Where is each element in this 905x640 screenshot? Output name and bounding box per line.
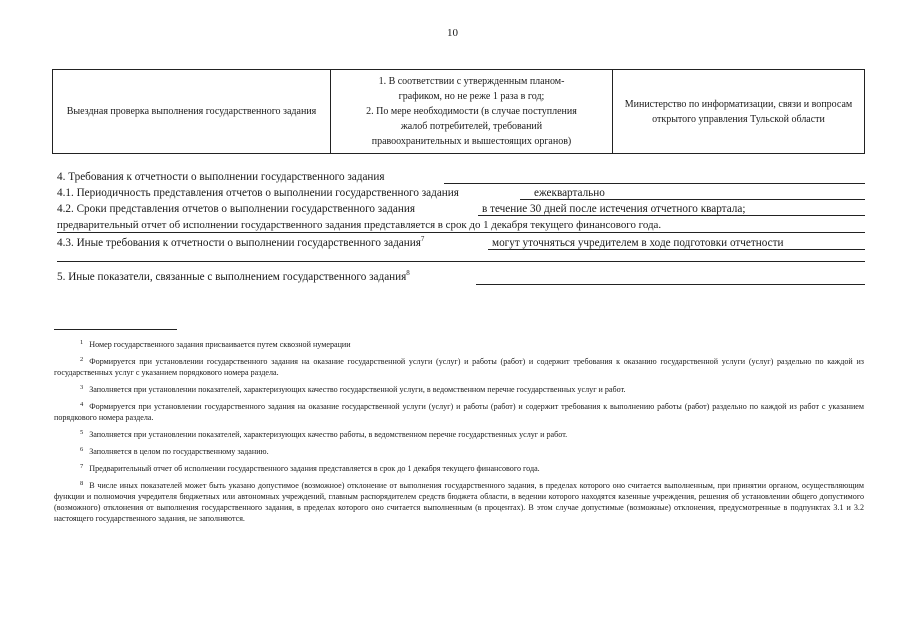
control-table	[52, 69, 865, 154]
footnote-mark: 2	[80, 356, 84, 363]
footnote	[54, 478, 864, 524]
footnotes	[54, 337, 864, 528]
table-row	[53, 70, 865, 154]
footnote	[54, 427, 864, 440]
requirement-4-2-continuation: предварительный отчет об исполнении государственного задания представляется в срок до 1 декабря текущего финансового года.	[57, 218, 865, 233]
footnote-text: Формируется при установлении государственного задания на оказание государственной услуги (услуг) и работы (работ) и содержит требования к оказанию государственной услуги (услуг) раздельно по каждой из государственных услуг с указанием порядкового номера раздела.	[54, 357, 864, 377]
requirement-4-heading: 4. Требования к отчетности о выполнении государственного задания	[57, 171, 385, 183]
footnote	[54, 337, 864, 350]
footnote-text: Заполняется в целом по государственному заданию.	[89, 447, 269, 456]
footnote-text: В числе иных показателей может быть указано допустимое (возможное) отклонение от выполнения государственного задания, в пределах которого оно считается выполненным, при принятии органом, осуществляющим функции и полномочия учредителя бюджетных или автономных учреждений, главным распорядителем средств бюджета области, в ведении которого находятся казенные учреждения, решения об установлении общего допустимого (возможного) отклонения от выполнения государственного задания, в пределах которого оно считается выполненным (в процентах). В этом случае допустимые (возможные) отклонения, предусмотренные в подпунктах 3.1 и 3.2 настоящего государственного задания, не заполняются.	[54, 481, 864, 523]
requirement-4-3-text: 4.3. Иные требования к отчетности о выполнении государственного задания	[57, 237, 421, 249]
frequency-line: 2. По мере необходимости (в случае поступления	[366, 106, 577, 117]
requirement-5-label	[57, 270, 410, 284]
footnote-mark: 1	[80, 339, 84, 346]
requirement-5-text: 5. Иные показатели, связанные с выполнением государственного задания	[57, 271, 407, 283]
footnote-ref: 8	[406, 269, 410, 277]
footnote-text: Заполняется при установлении показателей, характеризующих качество работы, в ведомственном перечне государственных услуг и работ.	[89, 430, 568, 439]
page-number: 10	[447, 27, 458, 39]
footnote-mark: 8	[80, 480, 84, 487]
footnote-mark: 5	[80, 429, 84, 436]
footnote	[54, 444, 864, 457]
requirement-4-3-label	[57, 236, 424, 250]
footnote-mark: 3	[80, 384, 84, 391]
footnote-text: Заполняется при установлении показателей, характеризующих качество государственной услуги, в ведомственном перечне государственных услуг и работ.	[89, 385, 626, 394]
frequency-line: жалоб потребителей, требований	[400, 121, 543, 132]
requirement-4-3-value: могут уточняться учредителем в ходе подготовки отчетности	[488, 236, 865, 250]
requirement-4-1-label: 4.1. Периодичность представления отчетов о выполнении государственного задания	[57, 187, 459, 199]
control-form-cell: Выездная проверка выполнения государственного задания	[53, 70, 331, 154]
requirement-4-2-label: 4.2. Сроки представления отчетов о выполнении государственного задания	[57, 203, 415, 215]
fill-line	[444, 183, 865, 184]
frequency-line: графиком, но не реже 1 раза в год;	[398, 91, 545, 102]
footnote	[54, 354, 864, 378]
footnote-ref: 7	[420, 235, 425, 243]
footnote	[54, 461, 864, 474]
frequency-line: правоохранительных и вышестоящих органов)	[371, 136, 572, 147]
fill-line	[57, 261, 865, 262]
footnote-mark: 4	[80, 401, 84, 408]
requirement-4-2-value: в течение 30 дней после истечения отчетного квартала;	[478, 202, 865, 216]
footnote-mark: 6	[80, 446, 84, 453]
frequency-line: 1. В соответствии с утвержденным планом-	[378, 76, 565, 87]
footnote-text: Формируется при установлении государственного задания на оказание государственной услуги (услуг) и работы (работ) и содержит требования к выполнению работы (работ) раздельно по каждой из работ с указанием порядкового номера раздела.	[54, 402, 864, 422]
footnote	[54, 382, 864, 395]
footnote-separator	[54, 329, 177, 330]
footnote	[54, 399, 864, 423]
requirement-4-1-value: ежеквартально	[520, 186, 865, 200]
footnote-text: Предварительный отчет об исполнении государственного задания представляется в срок до 1 декабря текущего финансового года.	[89, 464, 540, 473]
control-authority-cell: Министерство по информатизации, связи и вопросам открытого управления Тульской области	[613, 70, 865, 154]
footnote-mark: 7	[80, 463, 84, 470]
footnote-text: Номер государственного задания присваивается путем сквозной нумерации	[89, 340, 351, 349]
control-frequency-cell	[331, 70, 613, 154]
fill-line	[476, 284, 865, 285]
